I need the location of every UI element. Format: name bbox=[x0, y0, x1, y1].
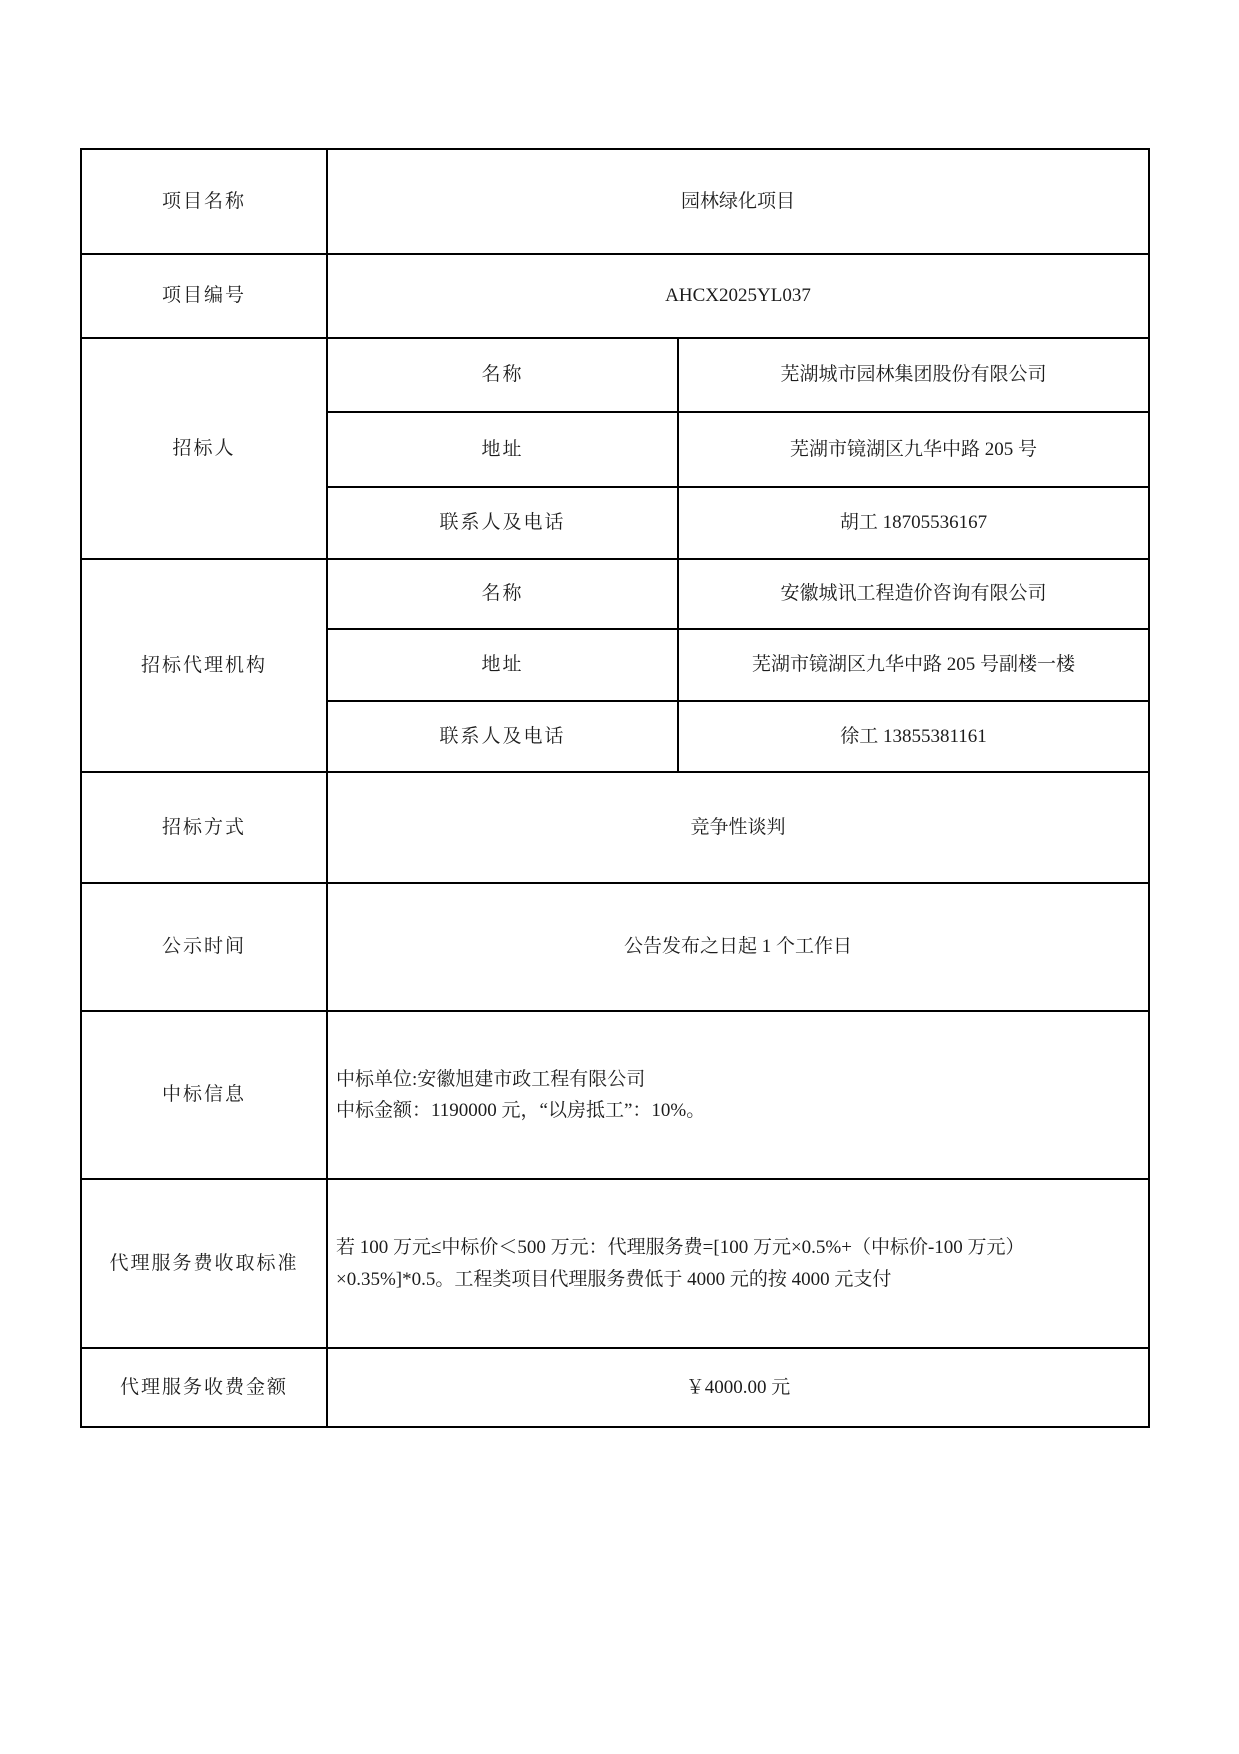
row-publicity-period bbox=[81, 883, 1149, 1011]
row-fee-amount bbox=[81, 1348, 1149, 1427]
project-number-label: 项目编号 bbox=[81, 254, 327, 338]
fee-amount-label: 代理服务收费金额 bbox=[81, 1348, 327, 1427]
agency-address-value: 芜湖市镜湖区九华中路 205 号副楼一楼 bbox=[678, 629, 1149, 701]
fee-amount-value: ￥4000.00 元 bbox=[327, 1348, 1149, 1427]
award-winner-line: 中标单位:安徽旭建市政工程有限公司 bbox=[336, 1068, 646, 1090]
project-name-label: 项目名称 bbox=[81, 149, 327, 254]
tenderer-name-value: 芜湖城市园林集团股份有限公司 bbox=[678, 338, 1149, 412]
publicity-period-value: 公告发布之日起 1 个工作日 bbox=[327, 883, 1149, 1011]
row-award-info bbox=[81, 1011, 1149, 1179]
row-agency-name bbox=[81, 559, 1149, 629]
agency-contact-label: 联系人及电话 bbox=[327, 701, 678, 772]
agency-name-label: 名称 bbox=[327, 559, 678, 629]
row-project-name bbox=[81, 149, 1149, 254]
award-amount-line: 中标金额：1190000 元，“以房抵工”：10%。 bbox=[336, 1100, 706, 1121]
tender-method-value: 竞争性谈判 bbox=[327, 772, 1149, 883]
row-tenderer-name bbox=[81, 338, 1149, 412]
tenderer-contact-label: 联系人及电话 bbox=[327, 487, 678, 559]
agency-name-value: 安徽城讯工程造价咨询有限公司 bbox=[678, 559, 1149, 629]
tenderer-address-label: 地址 bbox=[327, 412, 678, 487]
tender-info-table bbox=[80, 148, 1150, 1428]
publicity-period-label: 公示时间 bbox=[81, 883, 327, 1011]
fee-standard-label: 代理服务费收取标准 bbox=[81, 1179, 327, 1348]
row-fee-standard bbox=[81, 1179, 1149, 1348]
project-number-value: AHCX2025YL037 bbox=[327, 254, 1149, 338]
tenderer-contact-value: 胡工 18705536167 bbox=[678, 487, 1149, 559]
agency-address-label: 地址 bbox=[327, 629, 678, 701]
tenderer-address-value: 芜湖市镜湖区九华中路 205 号 bbox=[678, 412, 1149, 487]
fee-standard-value: 若 100 万元≤中标价＜500 万元：代理服务费=[100 万元×0.5%+（中标价-100 万元）×0.35%]*0.5。工程类项目代理服务费低于 4000 元的按 4000 元支付 bbox=[327, 1179, 1149, 1348]
award-info-label: 中标信息 bbox=[81, 1011, 327, 1179]
row-tender-method bbox=[81, 772, 1149, 883]
award-info-value bbox=[327, 1011, 1149, 1179]
tenderer-section-label: 招标人 bbox=[81, 338, 327, 559]
agency-section-label: 招标代理机构 bbox=[81, 559, 327, 772]
agency-contact-value: 徐工 13855381161 bbox=[678, 701, 1149, 772]
tenderer-name-label: 名称 bbox=[327, 338, 678, 412]
project-name-value: 园林绿化项目 bbox=[327, 149, 1149, 254]
tender-method-label: 招标方式 bbox=[81, 772, 327, 883]
row-project-number bbox=[81, 254, 1149, 338]
